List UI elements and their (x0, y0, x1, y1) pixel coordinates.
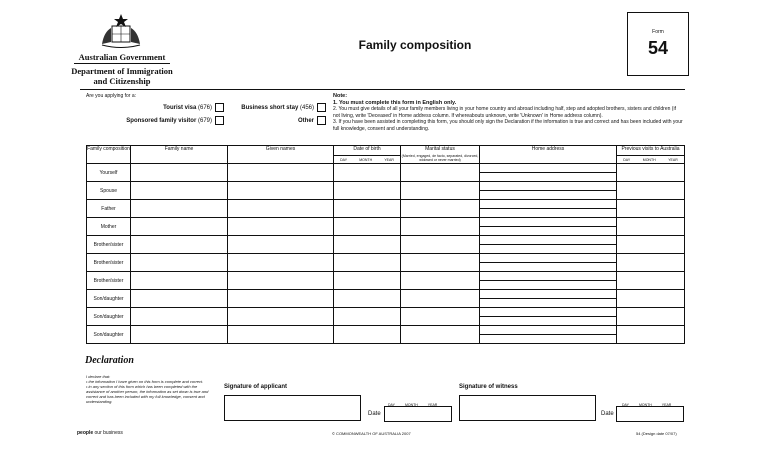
row-relationship-label: Brother/sister (87, 272, 131, 290)
note-item: 3. If you have been assisted in completing this form, you should only sign the Declaration if the information is true and correct and has been included with your full knowledge, consent and understanding. (333, 119, 683, 132)
row-relationship-label: Father (87, 200, 131, 218)
previous-visits-cell[interactable] (617, 218, 685, 236)
marital-status-cell[interactable] (401, 164, 480, 182)
previous-visits-cell[interactable] (617, 326, 685, 344)
row-relationship-label: Son/daughter (87, 308, 131, 326)
table-row (87, 272, 685, 290)
tourist-visa-checkbox[interactable] (215, 103, 224, 112)
department-name-line2: and Citizenship (93, 76, 151, 86)
family-name-cell[interactable] (131, 290, 228, 308)
declaration-title: Declaration (85, 355, 134, 366)
applicant-signature-field[interactable] (224, 395, 361, 421)
home-address-cell[interactable] (480, 290, 617, 308)
given-names-cell[interactable] (228, 290, 334, 308)
previous-visits-cell[interactable] (617, 164, 685, 182)
marital-status-cell[interactable] (401, 182, 480, 200)
previous-visits-cell[interactable] (617, 272, 685, 290)
row-relationship-label: Son/daughter (87, 290, 131, 308)
home-address-cell[interactable] (480, 164, 617, 182)
date-of-birth-cell[interactable] (334, 236, 401, 254)
witness-date-field[interactable] (616, 406, 684, 422)
date-of-birth-cell[interactable] (334, 200, 401, 218)
option-tourist-visa (140, 103, 224, 112)
row-relationship-label: Brother/sister (87, 254, 131, 272)
table-row (87, 290, 685, 308)
form-label: Form (652, 29, 664, 35)
home-address-cell[interactable] (480, 326, 617, 344)
previous-visits-cell[interactable] (617, 290, 685, 308)
applying-question: Are you applying for a: (86, 93, 137, 99)
home-address-cell[interactable] (480, 308, 617, 326)
home-address-cell[interactable] (480, 236, 617, 254)
option-other (270, 116, 326, 125)
row-relationship-label: Yourself (87, 164, 131, 182)
given-names-cell[interactable] (228, 182, 334, 200)
table-row (87, 326, 685, 344)
date-of-birth-cell[interactable] (334, 182, 401, 200)
date-of-birth-cell[interactable] (334, 164, 401, 182)
family-name-cell[interactable] (131, 164, 228, 182)
option-label: Tourist visa (676) (163, 104, 212, 111)
table-row (87, 254, 685, 272)
date-of-birth-cell[interactable] (334, 326, 401, 344)
marital-status-cell[interactable] (401, 326, 480, 344)
family-name-cell[interactable] (131, 254, 228, 272)
marital-status-cell[interactable] (401, 200, 480, 218)
family-name-cell[interactable] (131, 182, 228, 200)
gov-name: Australian Government (78, 52, 166, 62)
col-marital-status: Marital status (Married, engaged, de facto, separated, divorced, widowed or never married) (401, 146, 479, 162)
family-name-cell[interactable] (131, 326, 228, 344)
note-block (333, 93, 683, 132)
witness-date-label: Date (601, 411, 614, 417)
given-names-cell[interactable] (228, 164, 334, 182)
family-name-cell[interactable] (131, 200, 228, 218)
given-names-cell[interactable] (228, 308, 334, 326)
col-date-of-birth: Date of birth DAY MONTH YEAR (334, 146, 401, 164)
table-row (87, 182, 685, 200)
date-of-birth-cell[interactable] (334, 308, 401, 326)
date-of-birth-cell[interactable] (334, 218, 401, 236)
family-name-cell[interactable] (131, 308, 228, 326)
table-row (87, 218, 685, 236)
coat-of-arms-icon (98, 14, 144, 50)
given-names-cell[interactable] (228, 236, 334, 254)
previous-visits-cell[interactable] (617, 254, 685, 272)
family-name-cell[interactable] (131, 236, 228, 254)
given-names-cell[interactable] (228, 218, 334, 236)
col-previous-visits: Previous visits to Australia DAY MONTH YEAR (617, 146, 685, 164)
given-names-cell[interactable] (228, 200, 334, 218)
footer-tagline: people our business (77, 430, 123, 436)
previous-visits-cell[interactable] (617, 308, 685, 326)
declaration-text: I declare that: • the information I have given on this form is complete and correct. • in any section of this form which has been completed with the assistance of another person, the information as set down is true and correct and has been included with my full knowledge, consent and understanding. (86, 374, 209, 404)
option-sponsored-family-visitor (100, 116, 224, 125)
date-of-birth-cell[interactable] (334, 272, 401, 290)
header-divider (80, 89, 685, 90)
given-names-cell[interactable] (228, 254, 334, 272)
table-row (87, 200, 685, 218)
note-heading: Note: (333, 93, 348, 99)
marital-status-cell[interactable] (401, 254, 480, 272)
applicant-signature-label: Signature of applicant (224, 384, 288, 390)
footer-design-date: 54 (Design date 07/07) (636, 431, 677, 436)
home-address-cell[interactable] (480, 200, 617, 218)
date-of-birth-cell[interactable] (334, 254, 401, 272)
note-item: 2. You must give details of all your family members living in your home country and abroad including half, step and adopted brothers, sisters and children (if not living, write 'Deceased' in Home address column. If whereabouts unknown, write 'Unknown' in Home address column). (333, 106, 676, 119)
previous-visits-cell[interactable] (617, 236, 685, 254)
witness-signature-label: Signature of witness (459, 384, 518, 390)
applicant-date-label: Date (368, 411, 381, 417)
marital-status-cell[interactable] (401, 272, 480, 290)
marital-status-cell[interactable] (401, 236, 480, 254)
date-of-birth-cell[interactable] (334, 290, 401, 308)
previous-visits-cell[interactable] (617, 182, 685, 200)
department-name-line1: Department of Immigration (71, 66, 173, 76)
col-home-address: Home address (480, 146, 617, 164)
marital-status-cell[interactable] (401, 218, 480, 236)
form-number: 54 (647, 38, 669, 58)
row-relationship-label: Mother (87, 218, 131, 236)
family-name-cell[interactable] (131, 218, 228, 236)
home-address-cell[interactable] (480, 272, 617, 290)
family-table (86, 145, 685, 344)
option-label: Other (297, 117, 314, 124)
footer-copyright: © COMMONWEALTH OF AUSTRALIA 2007 (332, 431, 411, 436)
other-checkbox[interactable] (317, 116, 326, 125)
row-relationship-label: Spouse (87, 182, 131, 200)
marital-status-cell[interactable] (401, 308, 480, 326)
previous-visits-cell[interactable] (617, 200, 685, 218)
row-relationship-label: Brother/sister (87, 236, 131, 254)
marital-status-cell[interactable] (401, 290, 480, 308)
family-name-cell[interactable] (131, 272, 228, 290)
witness-date-parts: DAY MONTH YEAR (622, 403, 672, 407)
option-label: Sponsored family visitor (679) (126, 117, 212, 124)
note-item: 1. You must complete this form in English only. (333, 99, 457, 106)
applicant-date-parts: DAY MONTH YEAR (388, 403, 438, 407)
home-address-cell[interactable] (480, 218, 617, 236)
given-names-cell[interactable] (228, 272, 334, 290)
government-logo (70, 52, 174, 86)
sponsored-family-visitor-checkbox[interactable] (215, 116, 224, 125)
home-address-cell[interactable] (480, 182, 617, 200)
form-number-box (627, 12, 689, 76)
page-title: Family composition (358, 38, 472, 52)
given-names-cell[interactable] (228, 326, 334, 344)
applicant-date-field[interactable] (384, 406, 452, 422)
table-row (87, 236, 685, 254)
table-row (87, 308, 685, 326)
col-given-names: Given names (228, 146, 334, 164)
col-family-name: Family name (131, 146, 228, 164)
witness-signature-field[interactable] (459, 395, 596, 421)
table-header-row (87, 146, 685, 164)
col-family-composition: Family composition (87, 146, 131, 164)
option-label: Business short stay (456) (241, 104, 314, 111)
row-relationship-label: Son/daughter (87, 326, 131, 344)
table-row (87, 164, 685, 182)
home-address-cell[interactable] (480, 254, 617, 272)
option-business-short-stay (230, 103, 326, 112)
business-short-stay-checkbox[interactable] (317, 103, 326, 112)
